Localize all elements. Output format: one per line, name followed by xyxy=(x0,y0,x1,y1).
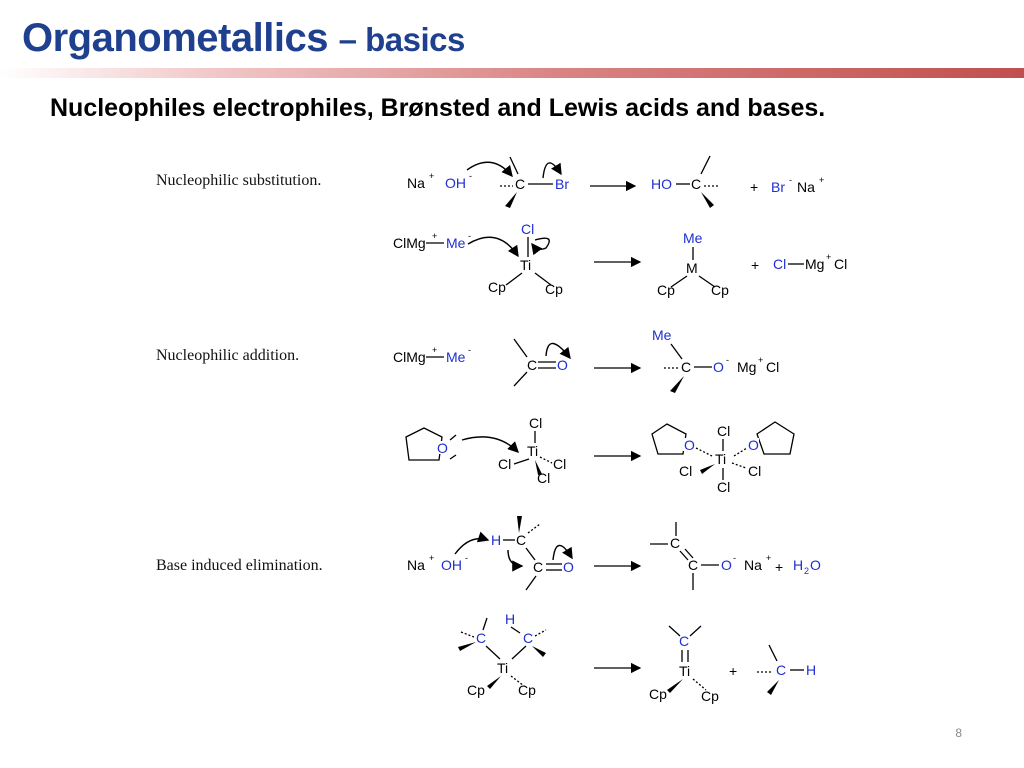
atom-h: H xyxy=(491,532,502,548)
reaction-beta-hydride xyxy=(458,611,816,704)
atom-cl: Cl xyxy=(773,256,787,272)
reaction-grignard-addition xyxy=(393,327,779,393)
charge: + xyxy=(429,171,435,181)
atom-cp: Cp xyxy=(657,282,675,298)
atom-oh: OH xyxy=(441,557,462,573)
atom-cl: Cl xyxy=(717,479,731,495)
atom-c: C xyxy=(681,359,692,375)
atom-cp: Cp xyxy=(711,282,729,298)
plus: + xyxy=(751,257,760,273)
charge: - xyxy=(469,171,472,181)
atom-cl: Cl xyxy=(521,221,535,237)
title-main: Organometallics xyxy=(22,16,328,60)
atom-me: Me xyxy=(683,230,703,246)
atom-h: H xyxy=(806,662,817,678)
label-nucleophilic-substitution: Nucleophilic substitution. xyxy=(156,172,322,189)
atom-c: C xyxy=(527,357,538,373)
atom-cp: Cp xyxy=(545,281,563,297)
charge: - xyxy=(468,231,471,241)
atom-o: O xyxy=(557,357,568,373)
atom-c: C xyxy=(670,535,681,551)
atom-na: Na xyxy=(407,557,425,573)
reaction-sn-hydroxide xyxy=(407,156,824,208)
atom-me: Me xyxy=(446,349,466,365)
atom-me: Me xyxy=(652,327,672,343)
page-number: 8 xyxy=(955,726,962,740)
atom-ti: Ti xyxy=(715,451,727,467)
atom-o: O xyxy=(713,359,724,375)
atom-oh: OH xyxy=(445,175,466,191)
charge: + xyxy=(758,355,764,365)
atom-cp: Cp xyxy=(701,688,719,704)
atom-h: H xyxy=(505,611,516,627)
atom-ti: Ti xyxy=(679,663,691,679)
charge: - xyxy=(789,175,792,185)
charge: + xyxy=(429,553,435,563)
atom-me: Me xyxy=(446,235,466,251)
charge: - xyxy=(733,553,736,563)
atom-o: O xyxy=(437,440,448,456)
charge: + xyxy=(432,345,438,355)
atom-ti: Ti xyxy=(497,660,509,676)
atom-cp: Cp xyxy=(649,686,667,702)
atom-na: Na xyxy=(797,179,815,195)
atom-ti: Ti xyxy=(520,257,532,273)
atom-cp: Cp xyxy=(488,279,506,295)
atom-m: M xyxy=(686,260,698,276)
plus: + xyxy=(729,663,738,679)
reaction-lewis-adduct xyxy=(406,415,794,495)
charge: + xyxy=(766,553,772,563)
charge: - xyxy=(465,553,468,563)
atom-c: C xyxy=(515,176,526,192)
atom-cl: Cl xyxy=(834,256,848,272)
plus: + xyxy=(775,559,784,575)
atom-cl: Cl xyxy=(717,423,731,439)
atom-o: O xyxy=(810,557,821,573)
atom-c: C xyxy=(688,557,699,573)
atom-c: C xyxy=(476,630,487,646)
atom-c: C xyxy=(533,559,544,575)
atom-cl: Cl xyxy=(498,456,512,472)
atom-br: Br xyxy=(555,176,569,192)
atom-c: C xyxy=(691,176,702,192)
atom-c: C xyxy=(679,633,690,649)
reaction-sn-transmetalation xyxy=(393,221,847,298)
charge: + xyxy=(819,175,825,185)
atom-ho: HO xyxy=(651,176,672,192)
atom-cl: Cl xyxy=(766,359,780,375)
atom-na: Na xyxy=(407,175,425,191)
subscript: 2 xyxy=(804,566,810,576)
atom-cl: Cl xyxy=(529,415,543,431)
atom-cl: Cl xyxy=(553,456,567,472)
atom-c: C xyxy=(776,662,787,678)
atom-ti: Ti xyxy=(527,443,539,459)
atom-cl: Cl xyxy=(679,463,693,479)
atom-cp: Cp xyxy=(518,682,536,698)
atom-o: O xyxy=(563,559,574,575)
atom-clmg: ClMg xyxy=(393,235,426,251)
atom-cp: Cp xyxy=(467,682,485,698)
plus: + xyxy=(750,179,759,195)
slide-subtitle: Nucleophiles electrophiles, Brønsted and Lewis acids and bases. xyxy=(50,94,826,122)
charge: + xyxy=(826,252,832,262)
atom-c: C xyxy=(516,532,527,548)
atom-br: Br xyxy=(771,179,785,195)
label-nucleophilic-addition: Nucleophilic addition. xyxy=(156,347,300,364)
charge: + xyxy=(432,231,438,241)
reaction-enolate-formation xyxy=(407,516,821,590)
title-sub: – basics xyxy=(338,21,465,58)
atom-cl: Cl xyxy=(748,463,762,479)
label-base-induced-elimination: Base induced elimination. xyxy=(156,557,323,574)
atom-mg: Mg xyxy=(805,256,825,272)
atom-c: C xyxy=(523,630,534,646)
atom-o: O xyxy=(748,437,759,453)
atom-mg: Mg xyxy=(737,359,757,375)
atom-na: Na xyxy=(744,557,762,573)
atom-h: H xyxy=(793,557,804,573)
atom-clmg: ClMg xyxy=(393,349,426,365)
atom-o: O xyxy=(721,557,732,573)
atom-o: O xyxy=(684,437,695,453)
charge: - xyxy=(468,345,471,355)
charge: - xyxy=(726,355,729,365)
atom-cl: Cl xyxy=(537,470,551,486)
